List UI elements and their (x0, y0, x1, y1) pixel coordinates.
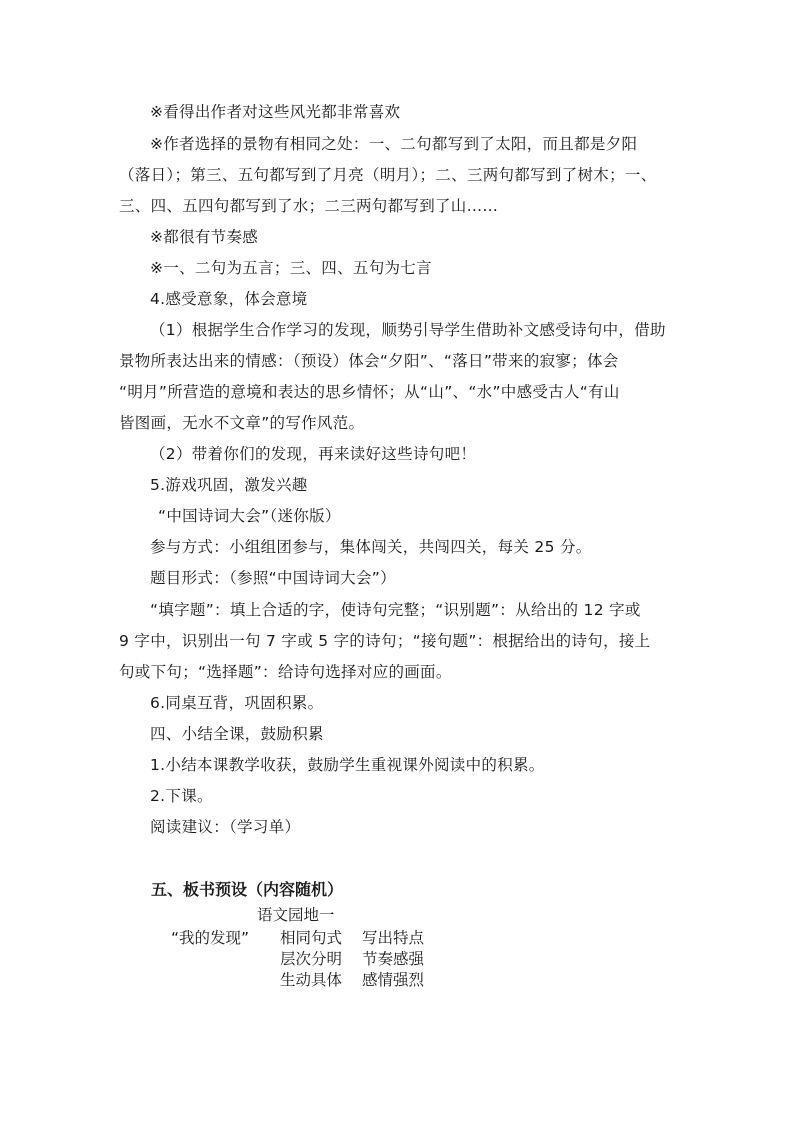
paragraph-line: 景物所表达出来的情感：（预设）体会“夕阳”、“落日”带来的寂寥；体会 (119, 352, 619, 370)
paragraph-line: （2）带着你们的发现，再来读好这些诗句吧！ (150, 445, 477, 463)
board-cell: 节奏感强 (362, 950, 425, 968)
board-cell: 感情强烈 (362, 971, 425, 989)
paragraph-line: ※作者选择的景物有相同之处：一、二句都写到了太阳，而且都是夕阳 (150, 135, 638, 153)
board-cell: 生动具体 (280, 971, 343, 989)
section-heading: 五、板书预设（内容随机） (151, 880, 344, 899)
paragraph-line: ※都很有节奏感 (150, 228, 259, 246)
board-title: 语文园地一 (257, 906, 335, 924)
paragraph-line: “中国诗词大会”（迷你版） (158, 507, 341, 525)
paragraph-line: “明月”所营造的意境和表达的思乡情怀；从“山”、“水”中感受古人“有山 (119, 383, 620, 401)
paragraph-line: 四、小结全课，鼓励积累 (150, 725, 324, 743)
paragraph-line: 9 字中，识别出一句 7 字或 5 字的诗句；“接句题”：根据给出的诗句，接上 (119, 632, 651, 650)
paragraph-line: （1）根据学生合作学习的发现，顺势引导学生借助补文感受诗句中，借助 (150, 321, 666, 339)
board-cell: 写出特点 (362, 929, 425, 947)
board-cell: 相同句式 (280, 929, 343, 947)
board-cell: 层次分明 (280, 950, 343, 968)
paragraph-line: ※看得出作者对这些风光都非常喜欢 (150, 103, 401, 121)
paragraph-line: ※一、二句为五言；三、四、五句为七言 (150, 259, 432, 277)
paragraph-line: 句或下句；“选择题”：给诗句选择对应的画面。 (119, 663, 452, 681)
paragraph-line: 皆图画，无水不文章”的写作风范。 (119, 414, 365, 432)
paragraph-line: 1.小结本课教学收获，鼓励学生重视课外阅读中的积累。 (150, 756, 545, 774)
paragraph-line: 6.同桌互背，巩固积累。 (150, 694, 324, 712)
paragraph-line: 三、四、五四句都写到了水；二三两句都写到了山…… (119, 197, 499, 215)
paragraph-line: 题目形式：（参照“中国诗词大会”） (150, 569, 396, 587)
paragraph-line: “填字题”：填上合适的字，使诗句完整；“识别题”：从给出的 12 字或 (150, 601, 641, 619)
paragraph-line: 4.感受意象，体会意境 (150, 290, 308, 308)
paragraph-line: 阅读建议：（学习单） (150, 818, 301, 836)
board-left-label: “我的发现” (171, 929, 250, 947)
paragraph-line: 2.下课。 (150, 787, 213, 805)
paragraph-line: 参与方式：小组组团参与，集体闯关，共闯四关，每关 25 分。 (150, 538, 592, 556)
paragraph-line: （落日）；第三、五句都写到了月亮（明月）；二、三两句都写到了树木；一、 (119, 166, 657, 184)
paragraph-line: 5.游戏巩固，激发兴趣 (150, 476, 308, 494)
